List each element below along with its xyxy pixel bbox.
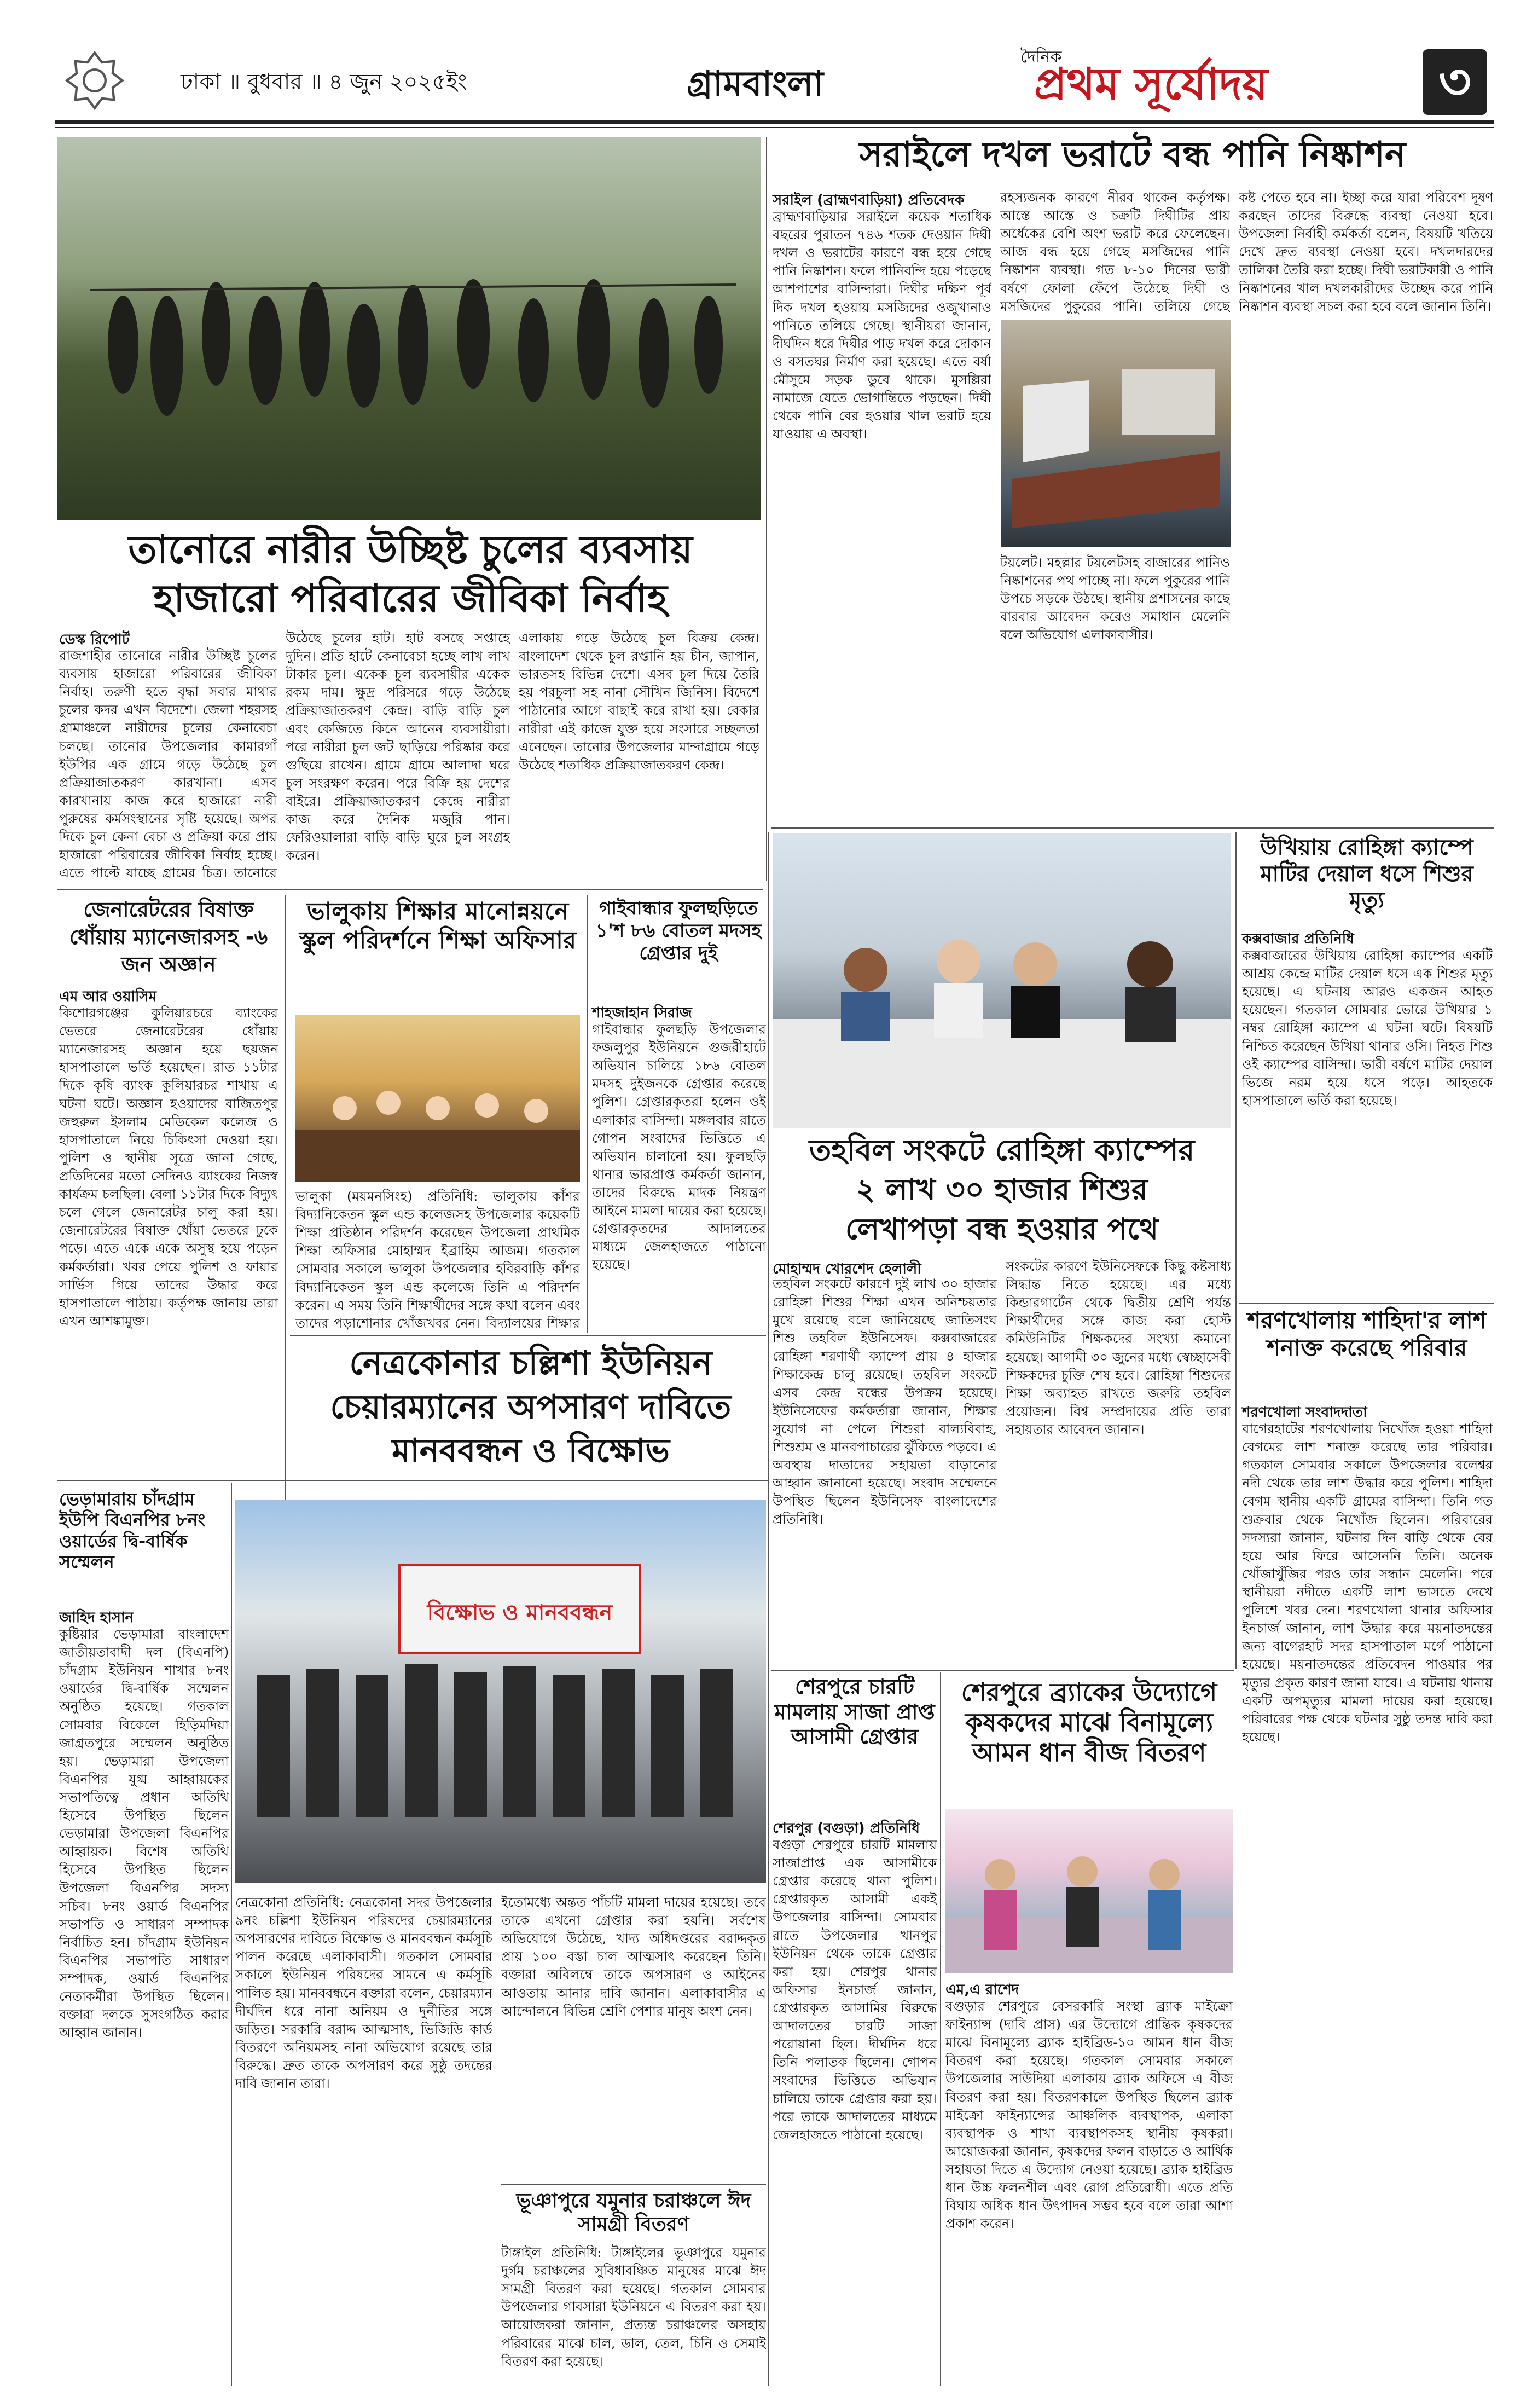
- hair-body-col2: উঠেছে চুলের হাট। হাট বসছে সপ্তাহে দুদিন। প্রতি হাটে কেনাবেচা হচ্ছে লাখ লাখ টাকার চুল। একেক চুল ব্যবসায়ীর একেক রকম দাম। ক্ষুদ্র পরিসরে গড়ে উঠেছে প্রক্রিয়াজাতকরণ কেন্দ্র। বাড়ি বাড়ি চুল এবং কেজিতে কিনে আনেন ব্যবসায়ীরা। পরে নারীরা চুল জট ছাড়িয়ে পরিষ্কার করে গুছিয়ে রাখেন। গ্রামে গ্রামে আলাদা ঘরে চুল সংরক্ষণ করেন। পরে বিক্রি হয় দেশের বাইরে। প্রক্রিয়াজাতকরণ কেন্দ্রে নারীরা কাজ করে দৈনিক মজুরি পান। ফেরিওয়ালারা বাড়ি বাড়ি ঘুরে চুল সংগ্রহ করেন।: [286, 630, 510, 864]
- sarail-headline: সরাইলে দখল ভরাটে বন্ধ পানি নিষ্কাশন: [859, 135, 1406, 175]
- column-divider: [768, 832, 769, 1669]
- sarail-byline: সরাইল (ব্রাহ্মণবাড়িয়া) প্রতিবেদক: [773, 192, 965, 209]
- shoronkhola-byline: শরণখোলা সংবাদদাতা: [1242, 1404, 1367, 1421]
- section-divider: [771, 1670, 1234, 1671]
- hair-body-col1: রাজশাহীর তানোরে নারীর উচ্ছিষ্ট চুলের ব্যবসায় হাজারো পরিবারের জীবিকা নির্বাহ। তরুণী হতে বৃদ্ধা সবার মাথার চুলের কদর এখন বিদেশে। জেলা শহরসহ গ্রামাঞ্চলে নারীদের চুলের কেনাবেচা চলছে। তানোর উপজেলার কামারগাঁ ইউপির এক গ্রামে গড়ে উঠেছে চুল প্রক্রিয়াজাতকরণ কারখানা। এসব কারখানায় কাজ করে হাজারো নারী পুরুষের কর্মসংস্থানের সৃষ্টি হয়েছে। অপর দিকে চুল কেনা বেচা ও প্রক্রিয়া করে প্রায় হাজারো পরিবারের জীবিকা নির্বাহ হচ্ছে। এতে পাল্টে যাচ্ছে গ্রামের চিত্র। তানোরে: [59, 648, 277, 881]
- hair-bundles-illustration: [57, 137, 761, 520]
- human-chain-photo: [235, 1500, 766, 1883]
- sarail-body-col1: ব্রাহ্মণবাড়িয়ার সরাইলে কয়েক শতাধিক বছরের পুরাতন ৭৪৬ শতক দেওয়ান দিঘী দখল ও ভরাটের কারণে বন্ধ হয়ে গেছে পানি নিষ্কাশন। ফলে পানিবন্দি হয়ে পড়েছে আশপাশের বাসিন্দারা। দিঘীর দক্ষিণ পূর্ব দিক দখল হওয়ায় মসজিদের ওজুখানাও পানিতে তলিয়ে গেছে। স্থানীয়রা জানান, দীর্ঘদিন ধরে দিঘীর পাড় দখল করে দোকান ও বসতঘর নির্মাণ করা হয়েছে। এতে বর্ষা মৌসুমে সড়ক ডুবে থাকে। মুসল্লিরা নামাজে যেতে ভোগান্তিতে পড়ছেন। দিঘী থেকে পানি বের হওয়ার খাল ভরাট হয়ে যাওয়ায় এ অবস্থা।: [773, 209, 991, 442]
- shoronkhola-headline: শরণখোলায় শাহিদা'র লাশ শনাক্ত করেছে পরিবার: [1247, 1307, 1487, 1362]
- classroom-illustration: [295, 1015, 580, 1182]
- column-divider: [940, 1672, 941, 2386]
- column-divider: [768, 1669, 769, 2386]
- seed-distribution-illustration: [945, 1809, 1233, 1973]
- brand-logo: প্রথম সূর্যোদয়: [1034, 59, 1268, 109]
- bheramara-headline: ভেড়ামারায় চাঁদগ্রাম ইউপি বিএনপির ৮নং ওয়ার্ডের দ্বি-বার্ষিক সম্মেলন: [59, 1489, 206, 1573]
- sherpur-seed-headline: শেরপুরে ব্র্যাকের উদ্যোগে কৃষকদের মাঝে বিনামূল্যে আমন ধান বীজ বিতরণ: [961, 1677, 1217, 1768]
- hair-body-col3: এলাকায় গড়ে উঠেছে চুল বিক্রয় কেন্দ্র। বাংলাদেশ থেকে চুল রপ্তানি হয় চীন, জাপান, ভারতসহ বিভিন্ন দেশে। এসব চুল দিয়ে তৈরি হয় পরচুলা সহ নানা সৌখিন জিনিস। বিদেশে পাঠানোর আগে বাছাই করে রাখা হয়। বেকার নারীরা এই কাজে যুক্ত হয়ে সংসারে সচ্ছলতা এনেছেন। তানোর উপজেলার মান্দাগ্রামে গড়ে উঠেছে শতাধিক প্রক্রিয়াজাতকরণ কেন্দ্র।: [519, 630, 759, 773]
- netrokona-body-col2: ইতোমধ্যে অন্তত পাঁচটি মামলা দায়ের হয়েছে। তবে তাকে এখনো গ্রেপ্তার করা হয়নি। সর্বশেষ অভিযোগে উঠেছে, খাদ্য অধিদপ্তরের বরাদ্দকৃত প্রায় ১০০ বস্তা চাল আত্মসাৎ করেছেন তিনি। বক্তারা অবিলম্বে তাকে অপসারণ ও আইনের আওতায় আনার দাবি জানান। এলাকাবাসীর এ আন্দোলনে বিভিন্ন শ্রেণি পেশার মানুষ অংশ নেন।: [501, 1895, 766, 2019]
- hair-drying-photo: [57, 137, 761, 520]
- gaibandha-body: গাইবান্ধার ফুলছড়ি উপজেলার ফজলুপুর ইউনিয়নে গুজরীহাটে অভিযান চালিয়ে ১৮৬ বোতল মদসহ দুইজনকে গ্রেপ্তার করেছে পুলিশ। গ্রেপ্তারকৃতরা হলেন ওই এলাকার বাসিন্দা। মঙ্গলবার রাতে গোপন সংবাদের ভিত্তিতে এ অভিযান চালানো হয়। ফুলছড়ি থানার ভারপ্রাপ্ত কর্মকর্তা জানান, তাদের বিরুদ্ধে মাদক নিয়ন্ত্রণ আইনে মামলা দায়ের করা হয়েছে। গ্রেপ্তারকৃতদের আদালতের মাধ্যমে জেলহাজতে পাঠানো হয়েছে।: [592, 1022, 766, 1273]
- section-divider: [290, 1335, 766, 1336]
- sherpur-seed-byline: এম,এ রাশেদ: [945, 1982, 1019, 1998]
- bhuapur-headline: ভূঞাপুরে যমুনার চরাঞ্চলে ঈদ সামগ্রী বিতরণ: [516, 2190, 751, 2236]
- column-divider: [587, 895, 588, 1333]
- rally-banner-text: বিক্ষোভ ও মানববন্ধন: [427, 1600, 613, 1625]
- bheramara-body: কুষ্টিয়ার ভেড়ামারা বাংলাদেশ জাতীয়তাবাদী দল (বিএনপি) চাঁদগ্রাম ইউনিয়ন শাখার ৮নং ওয়ার্ডের দ্বি-বার্ষিক সম্মেলন অনুষ্ঠিত হয়েছে। গতকাল সোমবার বিকেলে হিড়িমদিয়া জাগ্রতপুরে সম্মেলন অনুষ্ঠিত হয়। ভেড়ামারা উপজেলা বিএনপির যুগ্ম আহ্বায়কের সভাপতিত্বে প্রধান অতিথি হিসেবে উপস্থিত ছিলেন ভেড়ামারা উপজেলা বিএনপির আহ্বায়ক। বিশেষ অতিথি হিসেবে উপস্থিত ছিলেন উপজেলা বিএনপির সদস্য সচিব। ৮নং ওয়ার্ড বিএনপির সভাপতি ও সাধারণ সম্পাদক নির্বাচিত হন। চাঁদগ্রাম ইউনিয়ন বিএনপির সভাপতি সাধারণ সম্পাদক, ওয়ার্ড বিএনপির নেতাকর্মীরা উপস্থিত ছিলেন। বক্তারা দলকে সুসংগঠিত করার আহ্বান জানান।: [59, 1626, 229, 2041]
- bheramara-byline: জাহিদ হাসান: [59, 1610, 134, 1626]
- rohingya-wall-headline: উখিয়ায় রোহিঙ্গা ক্যাম্পে মাটির দেয়াল ধসে শিশুর মৃত্যু: [1260, 835, 1473, 913]
- netrokona-headline-line2: চেয়ারম্যানের অপসারণ দাবিতে: [330, 1388, 732, 1426]
- rohingya-wall-body: কক্সবাজারের উখিয়ায় রোহিঙ্গা ক্যাম্পের একটি আশ্রয় কেন্দ্রে মাটির দেয়াল ধসে এক শিশুর মৃত্যু হয়েছে। এ ঘটনায় আরও একজন আহত হয়েছেন। গতকাল সোমবার ভোরে উখিয়ার ১ নম্বর রোহিঙ্গা ক্যাম্পে এ ঘটনা ঘটে। বিষয়টি নিশ্চিত করেছেন উখিয়া থানার ওসি। নিহত শিশু ওই ক্যাম্পের বাসিন্দা। ভারী বর্ষণে মাটির দেয়াল ভিজে নরম হয়ে ধসে পড়ে। আহতকে হাসপাতালে ভর্তি করা হয়েছে।: [1242, 948, 1493, 1108]
- brand-prefix: দৈনিক: [1020, 48, 1062, 67]
- section-divider: [501, 2184, 766, 2185]
- generator-byline: এম আর ওয়াসিম: [59, 988, 156, 1005]
- shoronkhola-body: বাগেরহাটের শরণখোলায় নিখোঁজ হওয়া শাহিদা বেগমের লাশ শনাক্ত করেছে তার পরিবার। গতকাল সোমবার সকালে উপজেলার বলেশ্বর নদী থেকে তার লাশ উদ্ধার করে পুলিশ। শাহিদা বেগম স্থানীয় একটি গ্রামের বাসিন্দা। তিনি গত শুক্রবার থেকে নিখোঁজ ছিলেন। পরিবারের সদস্যরা জানান, ঘটনার দিন বাড়ি থেকে বের হয়ে আর ফিরে আসেননি তিনি। অনেক খোঁজাখুঁজির পরও তার সন্ধান মেলেনি। পরে স্থানীয়রা নদীতে একটি লাশ ভাসতে দেখে পুলিশে খবর দেন। শরণখোলা থানার অফিসার ইনচার্জ জানান, লাশ উদ্ধার করে ময়নাতদন্তের জন্য বাগেরহাট সদর হাসপাতাল মর্গে পাঠানো হয়েছে। ময়নাতদন্তের প্রতিবেদন পাওয়ার পর মৃত্যুর প্রকৃত কারণ জানা যাবে। এ ঘটনায় থানায় একটি অপমৃত্যুর মামলা দায়ের করা হয়েছে। পরিবারের পক্ষ থেকে ঘটনার সুষ্ঠু তদন্ত দাবি করা হয়েছে।: [1242, 1421, 1493, 1745]
- sherpur-arrest-body: বগুড়া শেরপুরে চারটি মামলায় সাজাপ্রাপ্ত এক আসামীকে গ্রেপ্তার করেছে থানা পুলিশ। গ্রেপ্তারকৃত আসামী একই উপজেলার বাসিন্দা। সোমবার রাতে উপজেলার খানপুর ইউনিয়ন থেকে তাকে গ্রেপ্তার করা হয়। শেরপুর থানার অফিসার ইনচার্জ জানান, গ্রেপ্তারকৃত আসামির বিরুদ্ধে আদালতের চারটি সাজা পরোয়ানা ছিল। দীর্ঘদিন ধরে তিনি পলাতক ছিলেন। গোপন সংবাদের ভিত্তিতে অভিযান চালিয়ে তাকে গ্রেপ্তার করা হয়। পরে তাকে আদালতের মাধ্যমে জেলহাজতে পাঠানো হয়েছে।: [773, 1837, 937, 2143]
- collapsed-wall-photo: [1001, 320, 1231, 547]
- rally-illustration: [235, 1500, 766, 1883]
- rohingya-edu-body-col1: তহবিল সংকটে কারণে দুই লাখ ৩০ হাজার রোহিঙ্গা শিশুর শিক্ষা এখন অনিশ্চয়তার মুখে রয়েছে বলে জানিয়েছে জাতিসংঘ শিশু তহবিল ইউনিসেফ। কক্সবাজারের রোহিঙ্গা শরণার্থী ক্যাম্পে প্রায় ৪ হাজার শিক্ষাকেন্দ্র চালু রয়েছে। তহবিল সংকটে এসব কেন্দ্র বন্ধের উপক্রম হয়েছে। ইউনিসেফের কর্মকর্তারা জানান, শিক্ষার সুযোগ না পেলে শিশুরা বাল্যবিবাহ, শিশুশ্রম ও মানবপাচারের ঝুঁকিতে পড়বে। এ অবস্থায় দাতাদের সহায়তা বাড়ানোর আহ্বান জানানো হয়েছে। সংবাদ সম্মেলনে উপস্থিত ছিলেন ইউনিসেফ বাংলাদেশের প্রতিনিধি।: [773, 1276, 997, 1527]
- header-rule: [55, 120, 1494, 124]
- conference-illustration: [773, 833, 1231, 1128]
- sherpur-seed-body: বগুড়ার শেরপুরে বেসরকারি সংস্থা ব্র্যাক মাইক্রো ফাইন্যান্স (দাবি প্রাস) এর উদ্যোগে প্রান্তিক কৃষকদের মাঝে বিনামূল্যে ব্র্যাক হাইব্রিড-১০ আমন ধান বীজ বিতরণ করা হয়েছে। গতকাল সোমবার সকালে উপজেলার সাউদিয়া এলাকায় ব্র্যাক অফিসে এ বীজ বিতরণ করা হয়। বিতরণকালে উপস্থিত ছিলেন ব্র্যাক মাইক্রো ফাইন্যান্সের আঞ্চলিক ব্যবস্থাপক, এলাকা ব্যবস্থাপক ও শাখা ব্যবস্থাপকসহ স্থানীয় কৃষকরা। আয়োজকরা জানান, কৃষকদের ফলন বাড়াতে ও আর্থিক সহায়তা দিতে এ উদ্যোগ নেওয়া হয়েছে। ব্র্যাক হাইব্রিড ধান উচ্চ ফলনশীল এবং রোগ প্রতিরোধী। এতে প্রতি বিঘায় অধিক ধান উৎপাদন সম্ভব হবে বলে তারা আশা প্রকাশ করেন।: [945, 1999, 1233, 2232]
- section-divider: [57, 889, 763, 890]
- rohingya-edu-headline-line3: লেখাপড়া বন্ধ হওয়ার পথে: [845, 1212, 1158, 1246]
- hair-headline-line1: তানোরে নারীর উচ্ছিষ্ট চুলের ব্যবসায়: [128, 527, 693, 572]
- header-rule-thin: [55, 127, 1494, 128]
- seed-distribution-photo: [945, 1809, 1233, 1973]
- netrokona-headline-line3: মানববন্ধন ও বিক্ষোভ: [392, 1432, 670, 1470]
- generator-headline-line2: ধোঁয়ায় ম্যানেজারসহ -৬: [69, 925, 268, 949]
- gaibandha-headline: গাইবান্ধার ফুলছড়িতে ১'শ ৮৬ বোতল মদসহ গ্রেপ্তার দুই: [595, 898, 762, 964]
- brick-rubble-illustration: [1001, 320, 1231, 547]
- page-number: ৩: [1423, 49, 1487, 115]
- section-divider: [1239, 1303, 1494, 1304]
- sarail-body-col3: টয়লেট। মহল্লার টয়লেটসহ বাজারের পানিও নিষ্কাশনের পথ পাচ্ছে না। ফলে পুকুরের পানি উপচে সড়কে উঠছে। স্থানীয় প্রশাসনের কাছে বারবার আবেদন করেও সমাধান মেলেনি বলে অভিযোগ এলাকাবাসীর।: [1000, 555, 1230, 643]
- hair-byline: ডেস্ক রিপোর্ট: [59, 632, 130, 648]
- rohingya-wall-byline: কক্সবাজার প্রতিনিধি: [1242, 931, 1354, 947]
- column-divider: [1235, 832, 1237, 1669]
- hair-headline-line2: হাজারো পরিবারের জীবিকা নির্বাহ: [153, 576, 668, 621]
- sherpur-arrest-byline: শেরপুর (বগুড়া) প্রতিনিধি: [773, 1820, 920, 1837]
- column-divider: [231, 1483, 232, 2386]
- rohingya-edu-byline: মোহাম্মদ খোরশেদ হেলালী: [773, 1261, 921, 1277]
- bhuapur-body: টাঙ্গাইল প্রতিনিধি: টাঙ্গাইলের ভূঞাপুরে যমুনার দুর্গম চরাঞ্চলের সুবিধাবঞ্চিত মানুষের মাঝে ঈদ সামগ্রী বিতরণ করা হয়েছে। গতকাল সোমবার উপজেলার গাবসারা ইউনিয়নে এ বিতরণ করা হয়। আয়োজকরা জানান, প্রত্যন্ত চরাঞ্চলের অসহায় পরিবারের মাঝে চাল, ডাল, তেল, চিনি ও সেমাই বিতরণ করা হয়েছে।: [501, 2245, 766, 2369]
- section-title: গ্রামবাংলা: [686, 64, 823, 105]
- press-conference-photo: [773, 833, 1231, 1128]
- newspaper-emblem-icon: [65, 50, 125, 111]
- netrokona-headline-line1: নেত্রকোনার চল্লিশা ইউনিয়ন: [349, 1344, 712, 1382]
- rohingya-edu-body-col2: সংকটের কারণে ইউনিসেফকে কিছু কষ্টসাধ্য সিদ্ধান্ত নিতে হয়েছে। এর মধ্যে কিন্ডারগার্টেন থেকে দ্বিতীয় শ্রেণি পর্যন্ত শিক্ষার্থীদের সঙ্গে কাজ করা হোস্ট কমিউনিটির শিক্ষকদের সংখ্যা কমানো হয়েছে। আগামী ৩০ জুনের মধ্যে স্বেচ্ছাসেবী শিক্ষকদের চুক্তি শেষ হবে। রোহিঙ্গা শিশুদের শিক্ষা অব্যাহত রাখতে জরুরি তহবিল প্রয়োজন। বিশ্ব সম্প্রদায়ের প্রতি তারা সহায়তার আবেদন জানান।: [1006, 1259, 1231, 1437]
- netrokona-body-col1: নেত্রকোনা প্রতিনিধি: নেত্রকোনা সদর উপজেলার ৯নং চল্লিশা ইউনিয়ন পরিষদের চেয়ারম্যানের অপসারণের দাবিতে বিক্ষোভ ও মানববন্ধন কর্মসূচি পালন করেছে এলাকাবাসী। গতকাল সোমবার সকালে ইউনিয়ন পরিষদের সামনে এ কর্মসূচি পালিত হয়। মানববন্ধনে বক্তারা বলেন, চেয়ারম্যান দীর্ঘদিন ধরে নানা অনিয়ম ও দুর্নীতির সঙ্গে জড়িত। সরকারি বরাদ্দ আত্মসাৎ, ভিজিডি কার্ড বিতরণে অনিয়মসহ নানা অভিযোগ রয়েছে তার বিরুদ্ধে। দ্রুত তাকে অপসারণ করে সুষ্ঠু তদন্তের দাবি জানান তারা।: [235, 1895, 492, 2092]
- section-divider: [57, 1480, 769, 1481]
- sarail-body-col2: রহস্যজনক কারণে নীরব থাকেন কর্তৃপক্ষ। আস্তে আস্তে ও চক্রটি দিঘীটির প্রায় অর্ধেকের বেশি অংশ ভরাট করে ফেলেছেন। আজ বন্ধ হয়ে গেছে মসজিদের পানি নিষ্কাশন ব্যবস্থা। গত ৮-১০ দিনের ভারী বর্ষণে ফোলা ফেঁপে উঠেছে দিঘী ও মসজিদের পুকুরের পানি। তলিয়ে গেছে: [1000, 190, 1230, 314]
- gaibandha-byline: শাহজাহান সিরাজ: [592, 1005, 692, 1021]
- sherpur-arrest-headline: শেরপুরে চারটি মামলায় সাজা প্রাপ্ত আসামী গ্রেপ্তার: [774, 1675, 935, 1749]
- date-line: ঢাকা ॥ বুধবার ॥ ৪ জুন ২০২৫ইং: [181, 70, 467, 95]
- sarail-body-col4: কষ্ট পেতে হবে না। ইচ্ছা করে যারা পরিবেশ দূষণ করছেন তাদের বিরুদ্ধে ব্যবস্থা নেওয়া হবে। উপজেলা নির্বাহী কর্মকর্তা বলেন, বিষয়টি খতিয়ে দেখে দ্রুত ব্যবস্থা নেওয়া হবে। দখলদারদের তালিকা তৈরি করা হচ্ছে। দিঘী ভরাটকারী ও পানি নিষ্কাশনের খাল দখলকারীদের উচ্ছেদ করে পানি নিষ্কাশন ব্যবস্থা সচল করা হবে বলে জানান তিনি।: [1239, 190, 1493, 314]
- bhaluka-headline: ভালুকায় শিক্ষার মানোন্নয়নে স্কুল পরিদর্শনে শিক্ষা অফিসার: [299, 898, 577, 954]
- column-divider: [766, 137, 767, 881]
- rohingya-edu-headline-line1: তহবিল সংকটে রোহিঙ্গা ক্যাম্পের: [809, 1133, 1195, 1167]
- section-divider: [771, 827, 1494, 829]
- rohingya-edu-headline-line2: ২ লাখ ৩০ হাজার শিশুর: [856, 1172, 1148, 1207]
- generator-headline-line3: জন অজ্ঞান: [121, 952, 216, 976]
- bhaluka-body: ভালুকা (ময়মনসিংহ) প্রতিনিধি: ভালুকায় কাঁশর বিদ্যানিকেতন স্কুল এন্ড কলেজসহ উপজেলার কয়েকটি শিক্ষা প্রতিষ্ঠান পরিদর্শন করেছেন উপজেলা প্রাথমিক শিক্ষা অফিসার মোহাম্মদ ইব্রাহিম আজম। গতকাল সোমবার সকালে ভালুকা উপজেলার হবিরবাড়ি কাঁশর বিদ্যানিকেতন স্কুল এন্ড কলেজে তিনি এ পরিদর্শন করেন। এ সময় তিনি শিক্ষার্থীদের সঙ্গে কথা বলেন এবং তাদের পড়াশোনার খোঁজখবর নেন। বিদ্যালয়ের শিক্ষার: [295, 1189, 580, 1331]
- generator-headline-line1: জেনারেটরের বিষাক্ত: [83, 898, 254, 922]
- generator-body: কিশোরগঞ্জের কুলিয়ারচরে ব্যাংকের ভেতরে জেনারেটরের ধোঁয়ায় ম্যানেজারসহ অজ্ঞান হয়ে ছয়জন হাসপাতালে ভর্তি হয়েছেন। রাত ১১টার দিকে কৃষি ব্যাংক কুলিয়ারচর শাখায় এ ঘটনা ঘটে। অজ্ঞান হওয়াদের বাজিতপুর জহুরুল ইসলাম মেডিকেল কলেজ ও হাসপাতালে নিয়ে চিকিৎসা দেওয়া হয়। পুলিশ ও স্থানীয় সূত্রে জানা গেছে, প্রতিদিনের মতো সেদিনও ব্যাংকের নিজস্ব কার্যক্রম চলছিল। বেলা ১১টার দিকে বিদ্যুৎ চলে গেলে জেনারেটর চালু করা হয়। জেনারেটরের বিষাক্ত ধোঁয়া ভেতরে ঢুকে পড়ে। এতে একে একে অসুস্থ হয়ে পড়েন কর্মকর্তারা। খবর পেয়ে পুলিশ ও ফায়ার সার্ভিস গিয়ে তাদের উদ্ধার করে হাসপাতালে পাঠায়। কর্তৃপক্ষ জানায় তারা এখন আশঙ্কামুক্ত।: [59, 1005, 278, 1329]
- school-visit-photo: [295, 1015, 580, 1182]
